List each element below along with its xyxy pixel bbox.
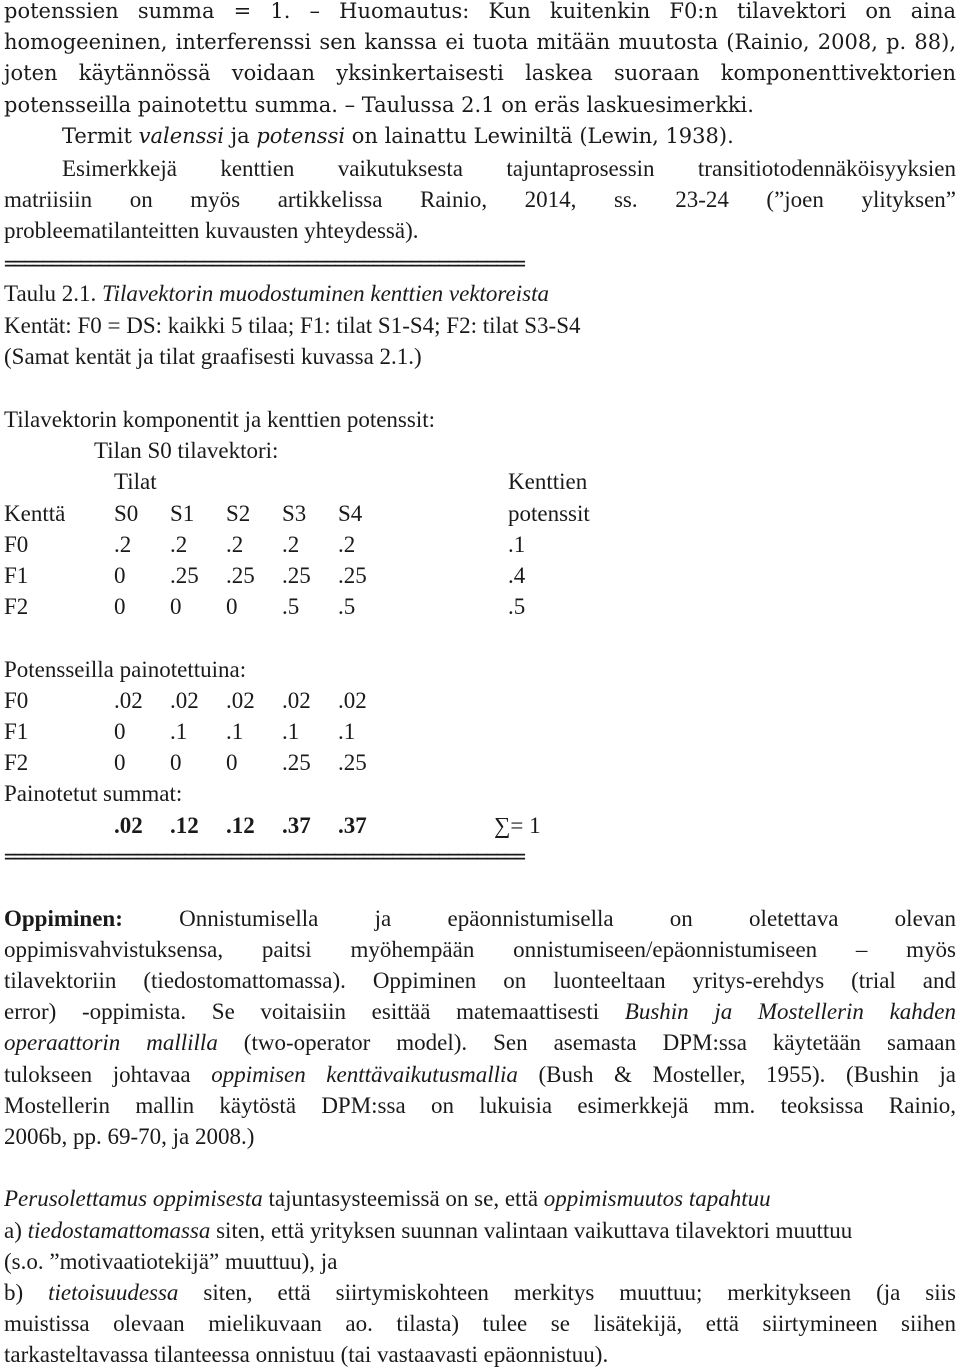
row-f0-field: F0 bbox=[4, 532, 29, 557]
learning-change-term: oppimismuutos tapahtuu bbox=[543, 1186, 771, 1211]
state-header-s0: S0 bbox=[114, 501, 139, 526]
table-graph-line: (Samat kentät ja tilat graafisesti kuvassa 2.1.) bbox=[4, 344, 422, 369]
separator-bottom: ======================================================= bbox=[4, 844, 524, 868]
text-run: siten, että yrityksen suunnan valintaan vaikuttava tilavektori muuttuu bbox=[210, 1218, 853, 1243]
weighted-f1-s2: .1 bbox=[226, 719, 244, 744]
row-f2-s0: 0 bbox=[114, 594, 126, 619]
sum-total bbox=[494, 810, 541, 841]
learning-line-1 bbox=[4, 903, 956, 934]
weighted-f2-s4: .25 bbox=[338, 750, 367, 775]
text-run: Onnistumisella ja epäonnistumisella on oletettava olevan bbox=[179, 906, 956, 931]
text-run: on lainattu Lewiniltä (Lewin, 1938). bbox=[345, 124, 734, 148]
intro-line-2: homogeeninen, interferenssi sen kanssa ei tuota mitään muutosta (Rainio, 2008, p. 88), bbox=[4, 30, 956, 54]
separator-top: ======================================================= bbox=[4, 251, 524, 275]
intro-line-6: Esimerkkejä kenttien vaikutuksesta tajuntaprosessin transitiotodennäköisyyksien bbox=[62, 156, 956, 181]
weighted-f0-s2: .02 bbox=[226, 688, 255, 713]
learning-line-3: tilavektoriin (tiedostomattomassa). Oppiminen on luonteeltaan yritys-erehdys (trial and bbox=[4, 968, 956, 993]
sum-s2: .12 bbox=[226, 813, 255, 838]
unconscious-term: tiedostamattomassa bbox=[27, 1218, 211, 1243]
model-name-cont: operaattorin mallilla bbox=[4, 1030, 218, 1055]
row-f2-s2: 0 bbox=[226, 594, 238, 619]
text-run: tajuntasysteemissä on se, että bbox=[262, 1186, 544, 1211]
learning-line-4 bbox=[4, 996, 956, 1027]
intro-line-3: joten käytännössä voidaan yksinkertaisesti laskea suoraan komponenttivektorien bbox=[4, 61, 956, 85]
weighted-f1-s1: .1 bbox=[170, 719, 188, 744]
weighted-f2-s2: 0 bbox=[226, 750, 238, 775]
weighted-f2-s0: 0 bbox=[114, 750, 126, 775]
col-states-header: Tilat bbox=[114, 469, 157, 494]
model-name: Bushin ja Mostellerin kahden bbox=[624, 999, 956, 1024]
weighted-f1-field: F1 bbox=[4, 719, 29, 744]
row-f0-s0: .2 bbox=[114, 532, 132, 557]
assumption-line-1 bbox=[4, 1183, 771, 1214]
table-number: Taulu 2.1. bbox=[4, 281, 103, 306]
row-f2-field: F2 bbox=[4, 594, 29, 619]
text-run: error) -oppimista. Se voitaisiin esittää matemaattisesti bbox=[4, 999, 625, 1024]
sum-s4: .37 bbox=[338, 813, 367, 838]
sum-s1: .12 bbox=[170, 813, 199, 838]
row-f0-s1: .2 bbox=[170, 532, 188, 557]
row-f2-s1: 0 bbox=[170, 594, 182, 619]
text-run: b) bbox=[4, 1280, 49, 1305]
row-f1-s3: .25 bbox=[282, 563, 311, 588]
sum-s3: .37 bbox=[282, 813, 311, 838]
row-f2-s3: .5 bbox=[282, 594, 300, 619]
field-model-name: oppimisen kenttävaikutusmallia bbox=[211, 1062, 518, 1087]
weighted-f2-s3: .25 bbox=[282, 750, 311, 775]
table-title bbox=[4, 278, 549, 309]
row-f2-potency: .5 bbox=[508, 594, 526, 619]
text-run: ja bbox=[223, 124, 257, 148]
learning-line-6 bbox=[4, 1059, 956, 1090]
row-f2-s4: .5 bbox=[338, 594, 356, 619]
intro-line-5 bbox=[62, 121, 734, 152]
weighted-f0-s1: .02 bbox=[170, 688, 199, 713]
assumption-line-4 bbox=[4, 1277, 956, 1308]
col-potencies-header-2: potenssit bbox=[508, 501, 590, 526]
row-f0-s2: .2 bbox=[226, 532, 244, 557]
state-header-s2: S2 bbox=[226, 501, 251, 526]
text-run: (Bush & Mosteller, 1955). (Bushin ja bbox=[517, 1062, 956, 1087]
weighted-f2-s1: 0 bbox=[170, 750, 182, 775]
sum-total-value: = 1 bbox=[510, 813, 541, 838]
term-valenssi: valenssi bbox=[138, 124, 224, 148]
row-f1-s0: 0 bbox=[114, 563, 126, 588]
col-field-header: Kenttä bbox=[4, 501, 66, 526]
state-header-s1: S1 bbox=[170, 501, 195, 526]
weighted-f1-s0: 0 bbox=[114, 719, 126, 744]
intro-line-8: probleematilanteitten kuvausten yhteydessä). bbox=[4, 218, 419, 243]
weighted-f0-field: F0 bbox=[4, 688, 29, 713]
learning-line-8: 2006b, pp. 69-70, ja 2008.) bbox=[4, 1124, 255, 1149]
assumption-line-2 bbox=[4, 1215, 852, 1246]
weighted-f2-field: F2 bbox=[4, 750, 29, 775]
row-f0-potency: .1 bbox=[508, 532, 526, 557]
weighted-f0-s0: .02 bbox=[114, 688, 143, 713]
row-f1-field: F1 bbox=[4, 563, 29, 588]
learning-line-7: Mostellerin mallin käytöstä DPM:ssa on lukuisia esimerkkejä mm. teoksissa Rainio, bbox=[4, 1093, 956, 1118]
intro-line-1: potenssien summa = 1. – Huomautus: Kun kuitenkin F0:n tilavektori on aina bbox=[4, 0, 956, 23]
table-fields-line: Kentät: F0 = DS: kaikki 5 tilaa; F1: tilat S1-S4; F2: tilat S3-S4 bbox=[4, 313, 581, 338]
state-heading: Tilan S0 tilavektori: bbox=[94, 438, 279, 463]
assumption-line-6: tarkasteltavassa tilanteessa onnistuu (tai vastaavasti epäonnistuu). bbox=[4, 1342, 609, 1367]
row-f0-s4: .2 bbox=[338, 532, 356, 557]
intro-line-7: matriisiin on myös artikkelissa Rainio, 2014, ss. 23-24 (”joen ylityksen” bbox=[4, 187, 956, 212]
sum-s0: .02 bbox=[114, 813, 143, 838]
weighted-f0-s3: .02 bbox=[282, 688, 311, 713]
row-f1-s1: .25 bbox=[170, 563, 199, 588]
term-potenssi: potenssi bbox=[256, 124, 346, 148]
text-run: siten, että siirtymiskohteen merkitys muuttuu; merkitykseen (ja siis bbox=[178, 1280, 956, 1305]
learning-line-5 bbox=[4, 1027, 956, 1058]
learning-line-2: oppimisvahvistuksensa, paitsi myöhempään onnistumiseen/epäonnistumiseen – myös bbox=[4, 937, 956, 962]
text-run: tulokseen johtavaa bbox=[4, 1062, 212, 1087]
table-caption: Tilavektorin muodostuminen kenttien vektoreista bbox=[102, 281, 549, 306]
state-header-s3: S3 bbox=[282, 501, 307, 526]
row-f1-s4: .25 bbox=[338, 563, 367, 588]
consciousness-term: tietoisuudessa bbox=[48, 1280, 179, 1305]
weighted-f1-s4: .1 bbox=[338, 719, 356, 744]
weighted-f1-s3: .1 bbox=[282, 719, 300, 744]
intro-line-4: potensseilla painotettu summa. – Taulussa 2.1 on eräs laskuesimerkki. bbox=[4, 93, 754, 117]
learning-heading: Oppiminen: bbox=[4, 906, 123, 931]
row-f1-s2: .25 bbox=[226, 563, 255, 588]
sums-heading: Painotetut summat: bbox=[4, 781, 183, 806]
assumption-term: Perusolettamus oppimisesta bbox=[4, 1186, 263, 1211]
text-run: Termit bbox=[62, 124, 139, 148]
sigma-icon: ∑ bbox=[494, 813, 511, 838]
assumption-line-5: muistissa olevaan mielikuvaan ao. tilasta) tulee se lisätekijä, että siirtymineen siihen bbox=[4, 1311, 956, 1336]
components-heading: Tilavektorin komponentit ja kenttien potenssit: bbox=[4, 407, 436, 432]
row-f1-potency: .4 bbox=[508, 563, 526, 588]
weighted-heading: Potensseilla painotettuina: bbox=[4, 657, 247, 682]
assumption-line-3: (s.o. ”motivaatiotekijä” muuttuu), ja bbox=[4, 1249, 338, 1274]
weighted-f0-s4: .02 bbox=[338, 688, 367, 713]
text-run: (two-operator model). Sen asemasta DPM:ssa käytetään samaan bbox=[217, 1030, 956, 1055]
col-potencies-header-1: Kenttien bbox=[508, 469, 588, 494]
row-f0-s3: .2 bbox=[282, 532, 300, 557]
text-run: a) bbox=[4, 1218, 28, 1243]
state-header-s4: S4 bbox=[338, 501, 363, 526]
